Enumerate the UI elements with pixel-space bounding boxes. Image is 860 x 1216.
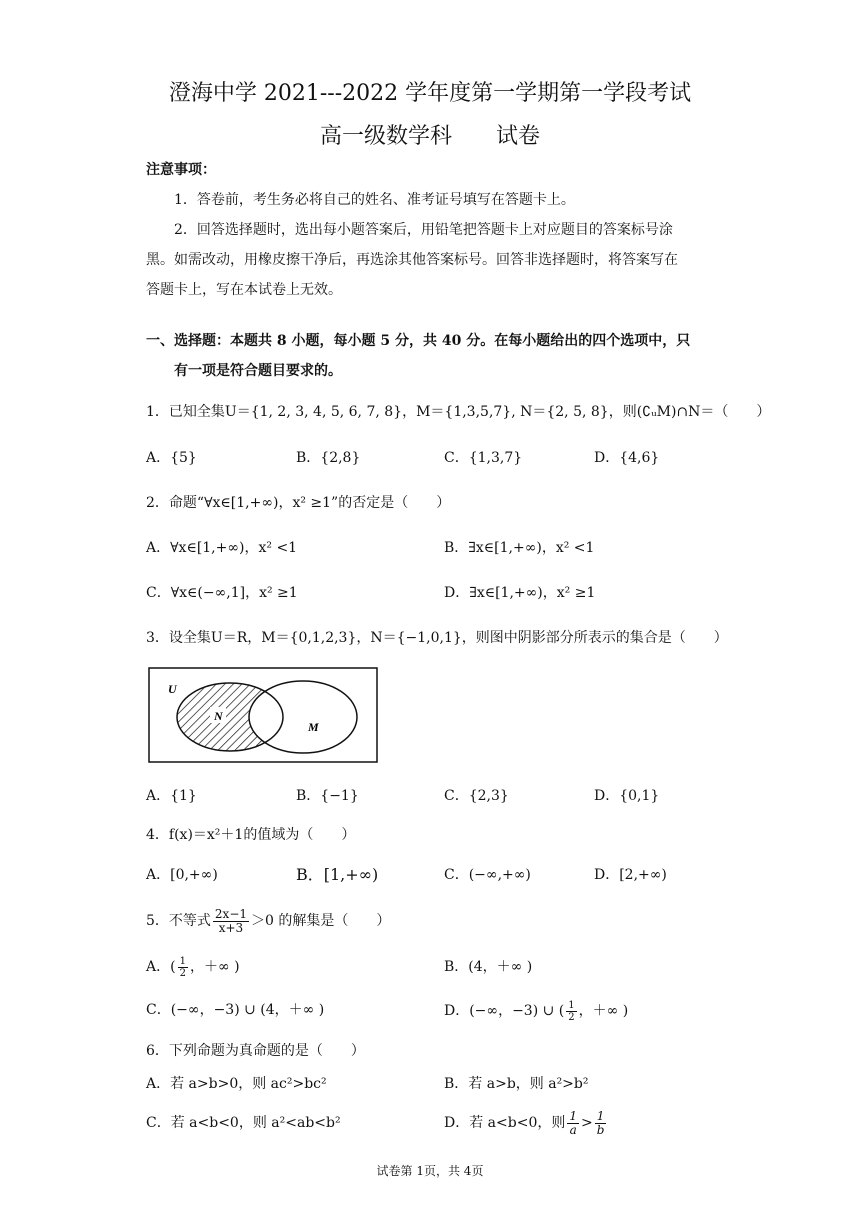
notice-item-2-line3: 答题卡上，写在本试卷上无效。 — [146, 282, 342, 298]
question-6-option-d — [444, 1106, 608, 1140]
notice-heading: 注意事项： — [146, 162, 216, 178]
venn-label-u: U — [168, 682, 177, 696]
option-a-prefix: A．( — [146, 959, 176, 975]
question-3-option-b: B．{−1} — [296, 788, 359, 804]
fraction-numerator: 1 — [179, 955, 186, 967]
section-1-heading-cont: 有一项是符合题目要求的。 — [174, 363, 342, 379]
notice-item-1: 1．答卷前，考生务必将自己的姓名、准考证号填写在答题卡上。 — [174, 192, 575, 208]
question-4-option-c: C．(−∞,+∞) — [444, 867, 531, 883]
question-1-option-d: D．{4,6} — [594, 450, 660, 466]
fraction-numerator: 1 — [595, 1110, 607, 1124]
option-a-fraction — [178, 956, 188, 979]
question-4-option-a: A．[0,+∞) — [146, 867, 218, 883]
greater-than-sign: > — [581, 1115, 593, 1131]
question-6-option-b: B．若 a>b，则 a²>b² — [444, 1076, 589, 1092]
exam-subtitle: 高一级数学科 试卷 — [319, 124, 540, 149]
question-5-fraction — [213, 908, 249, 935]
question-3-option-a: A．{1} — [146, 788, 197, 804]
fraction-numerator: 2x−1 — [214, 906, 248, 921]
question-2-option-d: D．∃x∈[1,+∞)，x² ≥1 — [444, 585, 596, 601]
question-3-option-d: D．{0,1} — [594, 788, 660, 804]
option-d-prefix: D．若 a<b<0，则 — [444, 1115, 566, 1131]
page-footer: 试卷第 1页，共 4页 — [376, 1164, 484, 1178]
question-2-stem: 2．命题“∀x∈[1,+∞)，x² ≥1”的否定是（ ） — [146, 495, 451, 511]
fraction-denominator: a — [569, 1122, 577, 1137]
option-d-fraction-2 — [595, 1110, 607, 1137]
question-1-option-c: C．{1,3,7} — [444, 450, 523, 466]
question-5-option-b: B．(4，＋∞ ) — [444, 959, 533, 975]
option-d-fraction-1 — [567, 1110, 579, 1137]
option-a-suffix: ，＋∞ ) — [189, 959, 240, 975]
question-1-stem: 1．已知全集U＝{1, 2, 3, 4, 5, 6, 7, 8}，M＝{1,3,5,7}, N＝{2, 5, 8}，则(∁ᵤM)∩N＝（ ） — [146, 404, 771, 420]
question-3-stem: 3．设全集U＝R，M＝{0,1,2,3}，N＝{−1,0,1}，则图中阴影部分所表示的集合是（ ） — [146, 630, 728, 646]
fraction-denominator: x+3 — [218, 920, 244, 935]
question-2-option-a: A．∀x∈[1,+∞)，x² <1 — [146, 540, 298, 556]
question-5-option-c: C．(−∞，−3) ∪ (4，＋∞ ) — [146, 1002, 325, 1018]
fraction-denominator: 2 — [568, 1011, 575, 1023]
question-4-option-b: B．[1,+∞) — [296, 865, 379, 884]
fraction-denominator: 2 — [179, 967, 186, 979]
question-6-option-c: C．若 a<b<0，则 a²<ab<b² — [146, 1115, 341, 1131]
fraction-denominator: b — [596, 1122, 605, 1137]
question-5-option-d — [444, 996, 628, 1026]
notice-item-2-line2: 黑。如需改动，用橡皮擦干净后，再选涂其他答案标号。回答非选择题时，将答案写在 — [146, 252, 678, 268]
venn-label-n: N — [214, 709, 223, 723]
question-4-stem: 4．f(x)＝x²＋1的值域为（ ） — [146, 827, 356, 843]
question-2-option-b: B．∃x∈[1,+∞)，x² <1 — [444, 540, 595, 556]
exam-title: 澄海中学 2021---2022 学年度第一学期第一学段考试 — [168, 81, 692, 106]
question-2-option-c: C．∀x∈(−∞,1]，x² ≥1 — [146, 585, 298, 601]
venn-diagram — [148, 667, 380, 765]
question-1-option-b: B．{2,8} — [296, 450, 361, 466]
option-d-suffix: ，＋∞ ) — [578, 1003, 629, 1019]
notice-item-2-line1: 2．回答选择题时，选出每小题答案后，用铅笔把答题卡上对应题目的答案标号涂 — [174, 222, 673, 238]
question-5-stem — [146, 906, 390, 936]
question-6-stem: 6．下列命题为真命题的是（ ） — [146, 1043, 365, 1059]
question-6-option-a: A．若 a>b>0，则 ac²>bc² — [146, 1076, 327, 1092]
fraction-numerator: 1 — [568, 999, 575, 1011]
venn-label-m: M — [308, 720, 319, 734]
option-d-prefix: D．(−∞，−3) ∪ ( — [444, 1003, 565, 1019]
question-5-stem-post: ＞0 的解集是（ ） — [251, 913, 391, 929]
question-5-stem-pre: 5．不等式 — [146, 913, 211, 929]
fraction-numerator: 1 — [569, 1108, 577, 1123]
question-1-option-a: A．{5} — [146, 450, 197, 466]
question-4-option-d: D．[2,+∞) — [594, 867, 667, 883]
question-3-option-c: C．{2,3} — [444, 788, 509, 804]
section-1-heading: 一、选择题：本题共 8 小题，每小题 5 分，共 40 分。在每小题给出的四个选项中，只 — [146, 333, 691, 349]
question-5-option-a — [146, 952, 240, 982]
option-d-fraction — [566, 1000, 576, 1023]
